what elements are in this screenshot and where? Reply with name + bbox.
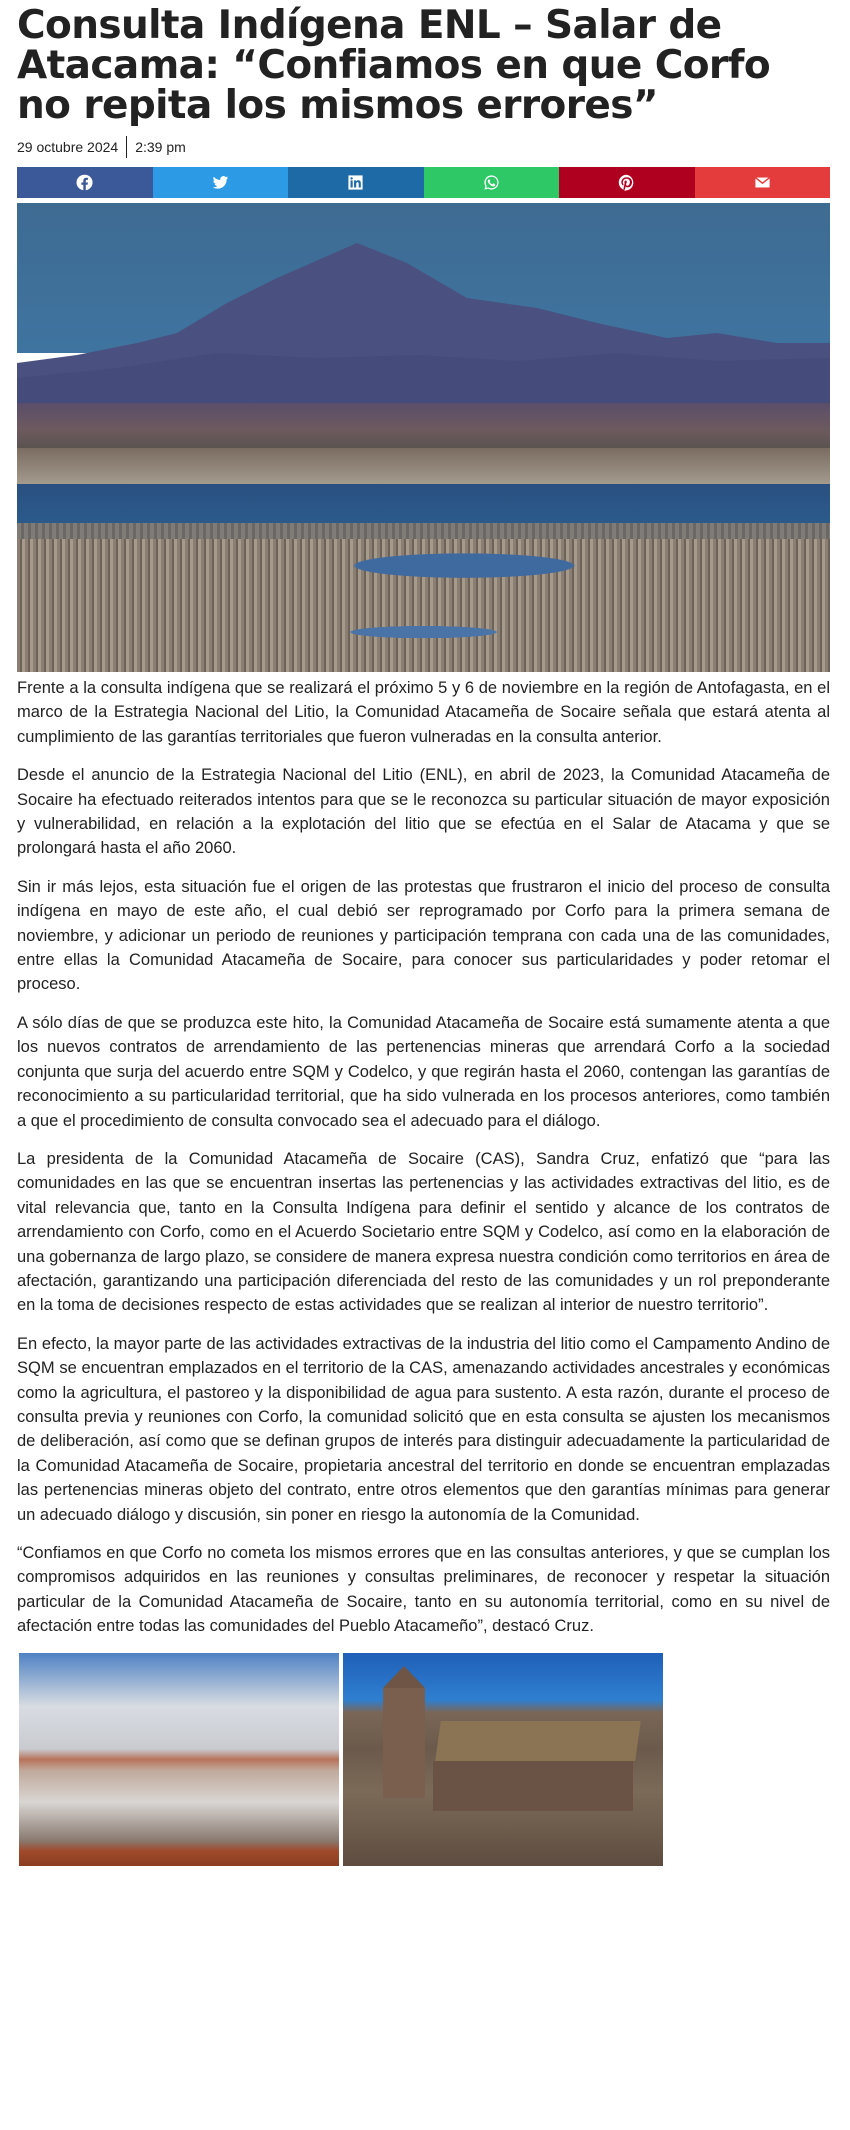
article-title: Consulta Indígena ENL – Salar de Atacama: “Confiamos en que Corfo no repita los mismos errores” [17, 3, 771, 128]
share-bar [17, 167, 830, 198]
meta-divider [126, 136, 127, 158]
share-facebook-button[interactable] [17, 167, 153, 198]
hero-image [17, 203, 830, 672]
pinterest-icon [618, 174, 635, 191]
share-linkedin-button[interactable] [288, 167, 424, 198]
gallery-image-church[interactable] [343, 1653, 663, 1866]
paragraph: Desde el anuncio de la Estrategia Nacional del Litio (ENL), en abril de 2023, la Comunidad Atacameña de Socaire ha efectuado reiterados intentos para que se le reconozca su particular situación de mayor exposición y vulnerabilidad, en relación a la explotación del litio que se efectúa en el Salar de Atacama y que se prolongará hasta el año 2060. [17, 766, 830, 858]
mountain-shape [17, 243, 830, 413]
facebook-icon [76, 174, 93, 191]
publish-time: 2:39 pm [135, 139, 186, 155]
paragraph: “Confiamos en que Corfo no cometa los mismos errores que en las consultas anteriores, y que se cumplan los compromisos adquiridos en las reuniones y consultas preliminares, de reconocer y respetar la situación particular de la Comunidad Atacameña de Socaire, tanto en su autonomía territorial, como en su nivel de afectación entre todas las comunidades del Pueblo Atacameño”, destacó Cruz. [17, 1544, 830, 1636]
gallery-image-salt-flat[interactable] [19, 1653, 339, 1866]
whatsapp-icon [483, 174, 500, 191]
paragraph: Frente a la consulta indígena que se realizará el próximo 5 y 6 de noviembre en la región de Antofagasta, en el marco de la Estrategia Nacional del Litio, la Comunidad Atacameña de Socaire señala que estará atenta al cumplimiento de las garantías territoriales que fueron vulneradas en la consulta anterior. [17, 679, 830, 746]
paragraph: Sin ir más lejos, esta situación fue el origen de las protestas que frustraron el inicio del proceso de consulta indígena en mayo de este año, el cual debió ser reprogramado por Corfo para la primera semana de noviembre, y adicionar un periodo de reuniones y participación temprana con cada una de las comunidades, entre ellas la Comunidad Atacameña de Socaire, para conocer sus particularidades y poder retomar el proceso. [17, 877, 830, 994]
share-email-button[interactable] [695, 167, 831, 198]
article-meta [17, 136, 830, 158]
paragraph: La presidenta de la Comunidad Atacameña de Socaire (CAS), Sandra Cruz, enfatizó que “para las comunidades en las que se encuentran insertas las pertenencias y las actividades extractivas del litio, es de vital relevancia que, tanto en la Consulta Indígena para definir el sentido y alcance de los contratos de arrendamiento con Corfo, como en el Acuerdo Societario entre SQM y Codelco, así como en la elaboración de una gobernanza de largo plazo, se considere de manera expresa nuestra condición como territorios en área de afectación, garantizando una participación diferenciada del resto de las comunidades y un rol preponderante en la toma de decisiones respecto de estas actividades que se realizan al interior de nuestro territorio”. [17, 1149, 830, 1315]
paragraph: A sólo días de que se produzca este hito, la Comunidad Atacameña de Socaire está sumamente atenta a que los nuevos contratos de arrendamiento de las pertenencias mineras que arrendará Corfo a la sociedad conjunta que surja del acuerdo entre SQM y Codelco, y que regirán hasta el 2060, contengan las garantías de reconocimiento a su particularidad territorial, que ha sido vulnerada en los procesos anteriores, como también a que el procedimiento de consulta convocado sea el adecuado para el diálogo. [17, 1013, 830, 1130]
envelope-icon [754, 174, 771, 191]
paragraph: En efecto, la mayor parte de las actividades extractivas de la industria del litio como el Campamento Andino de SQM se encuentran emplazados en el territorio de la CAS, amenazando actividades ancestrales y económicas como la agricultura, el pastoreo y la disponibilidad de agua para sustento. A esta razón, durante el proceso de consulta previa y reuniones con Corfo, la comunidad solicitó que en esta consulta se ajusten los mecanismos de deliberación, así como que se definan grupos de interés para distinguir adecuadamente la particularidad de la Comunidad Atacameña de Socaire, propietaria ancestral del territorio en donde se encuentran emplazadas las pertenencias mineras objeto del contrato, entre otros elementos que den garantías mínimas para generar un adecuado diálogo y discusión, sin poner en riesgo la autonomía de la Comunidad. [17, 1334, 830, 1524]
share-twitter-button[interactable] [153, 167, 289, 198]
share-whatsapp-button[interactable] [424, 167, 560, 198]
twitter-icon [212, 174, 229, 191]
article [17, 0, 830, 1866]
share-pinterest-button[interactable] [559, 167, 695, 198]
article-body [17, 676, 830, 1639]
publish-date: 29 octubre 2024 [17, 139, 119, 155]
image-gallery [19, 1653, 830, 1866]
linkedin-icon [347, 174, 364, 191]
